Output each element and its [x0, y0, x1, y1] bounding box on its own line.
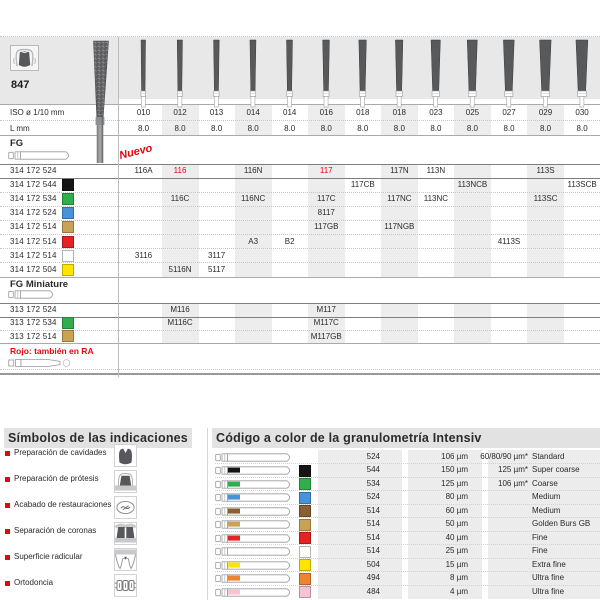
iso-value: 014	[246, 108, 260, 117]
granulometry-row	[0, 463, 600, 476]
grain-code: 514	[366, 546, 380, 556]
grain-size: 25 µm	[445, 546, 468, 556]
granulometry-row-separator	[215, 463, 600, 464]
rule	[0, 373, 600, 375]
granulometry-row-separator	[215, 544, 600, 545]
bur-icon	[287, 40, 293, 91]
grain-code: 544	[366, 465, 380, 475]
grain-alt-size: 125 µm*	[498, 465, 528, 475]
lmm-value: 8.0	[430, 124, 442, 133]
indication-label: Separación de coronas	[14, 526, 97, 535]
figure-number: 847	[11, 79, 30, 91]
grain-size: 15 µm	[445, 559, 468, 569]
lmm-value: 8.0	[466, 124, 478, 133]
symbols-section-title: Símbolos de las indicaciones	[8, 431, 188, 445]
rule	[0, 220, 600, 221]
iso-value: 018	[356, 108, 370, 117]
product-code-cell: 117GB	[314, 222, 339, 232]
color-chip	[62, 317, 74, 329]
rule	[0, 262, 600, 263]
iso-value: 030	[575, 108, 589, 117]
grain-bur-icon	[215, 452, 293, 463]
grain-code: 514	[366, 505, 380, 515]
grain-size: 106 µm	[441, 452, 468, 461]
iso-value: 014	[283, 108, 297, 117]
granulometry-section-title: Código a color de la granulometría Intensiv	[216, 431, 482, 445]
product-code-cell: 113NCB	[457, 180, 488, 190]
large-bur-image	[94, 41, 109, 163]
grain-name: Fine	[532, 546, 548, 556]
ra-note: Rojo: también en RA	[10, 346, 94, 356]
grain-code: 494	[366, 573, 380, 583]
rule	[0, 206, 600, 207]
granulometry-row	[0, 531, 600, 544]
grain-size: 40 µm	[445, 532, 468, 542]
product-code-cell: 116	[173, 166, 187, 175]
grain-code: 514	[366, 532, 380, 542]
color-chip	[62, 193, 74, 205]
product-code-cell: 3117	[207, 250, 226, 260]
product-code-cell: 116N	[243, 166, 263, 175]
bur-icon	[431, 40, 440, 91]
order-code: 314 172 524	[10, 166, 57, 175]
color-chip	[62, 250, 74, 262]
grain-bur-icon	[215, 479, 293, 490]
bur-shapes-image	[0, 0, 600, 170]
rule	[0, 303, 600, 304]
product-code-cell: 117NGB	[384, 222, 415, 232]
lmm-value: 8.0	[174, 124, 186, 133]
grain-color-chip	[299, 573, 311, 585]
product-code-cell: M116C	[167, 318, 193, 328]
iso-value: 012	[173, 108, 187, 117]
fg-section-label: FG	[10, 138, 24, 149]
product-code-cell: 113N	[426, 166, 446, 175]
grain-size: 60 µm	[445, 505, 468, 515]
product-code-cell: 117NC	[387, 194, 412, 204]
grain-bur-icon	[215, 560, 293, 571]
granulometry-row-separator	[215, 490, 600, 491]
indication-label: Superficie radicular	[14, 552, 83, 561]
color-chip	[62, 221, 74, 233]
product-code-cell: 117C	[316, 194, 336, 204]
column-band	[381, 303, 418, 344]
grain-name: Standard	[532, 452, 565, 461]
product-code-cell: M117GB	[310, 331, 342, 341]
granulometry-row-separator	[215, 558, 600, 559]
grain-color-chip	[299, 559, 311, 571]
rule	[0, 330, 600, 331]
order-code: 313 172 524	[10, 305, 57, 314]
grain-alt-size: 60/80/90 µm*	[480, 452, 528, 461]
bur-icon	[540, 40, 552, 91]
grain-size: 4 µm	[450, 586, 468, 596]
product-code-cell: 3116	[134, 250, 153, 260]
granulometry-row	[0, 558, 600, 571]
granulometry-row	[0, 571, 600, 584]
lmm-value: 8.0	[576, 124, 588, 133]
order-code: 314 172 534	[10, 194, 57, 204]
lmm-value: 8.0	[393, 124, 405, 133]
product-code-cell: 117N	[390, 166, 409, 175]
grain-color-chip	[299, 546, 311, 558]
product-code-cell: 116NC	[240, 194, 266, 204]
mini-bur-icon	[8, 289, 56, 300]
column-band	[235, 303, 272, 344]
granulometry-section-titlebar	[212, 428, 600, 448]
bur-icon	[503, 40, 514, 91]
grain-name: Extra fine	[532, 559, 566, 569]
grain-name: Medium	[532, 492, 561, 502]
bur-icon	[395, 40, 402, 91]
lmm-row-label: L mm	[10, 124, 30, 133]
iso-value: 016	[319, 108, 333, 117]
grain-size: 125 µm	[441, 478, 468, 488]
grain-size: 8 µm	[450, 573, 468, 583]
grain-bur-icon	[215, 587, 293, 598]
rule	[0, 317, 600, 318]
lmm-value: 8.0	[211, 124, 223, 133]
iso-value: 025	[465, 108, 480, 117]
grain-bur-icon	[215, 519, 293, 530]
product-code-cell: 113NC	[423, 194, 449, 204]
grain-size: 150 µm	[441, 465, 468, 475]
granulometry-row	[0, 450, 600, 463]
color-chip	[62, 330, 74, 342]
grain-bur-icon	[215, 546, 293, 557]
product-code-cell: 113S	[536, 166, 555, 175]
order-code: 313 172 514	[10, 331, 57, 341]
rule	[0, 192, 600, 193]
product-code-cell: M116	[170, 305, 190, 314]
product-code-cell: 117CB	[350, 180, 375, 190]
order-code: 313 172 534	[10, 318, 57, 328]
grain-alt-size: 106 µm*	[498, 478, 528, 488]
grain-bur-icon	[215, 506, 293, 517]
granulometry-row-separator	[215, 531, 600, 532]
order-code: 314 172 514	[10, 236, 57, 246]
grain-name: Medium	[532, 505, 561, 515]
order-code: 314 172 544	[10, 180, 57, 190]
color-chip	[62, 264, 74, 276]
granulometry-row-separator	[215, 504, 600, 505]
lmm-value: 8.0	[539, 124, 552, 133]
product-code-cell: B2	[284, 236, 295, 246]
rule	[0, 369, 600, 370]
grain-color-chip	[299, 519, 311, 531]
bur-icon	[141, 40, 146, 91]
granulometry-row	[0, 477, 600, 490]
indication-label: Preparación de prótesis	[14, 474, 99, 483]
product-code-cell: A3	[248, 236, 259, 246]
grain-code: 524	[366, 452, 380, 461]
product-code-cell: M117	[316, 305, 336, 314]
bur-icon	[359, 40, 366, 91]
lmm-value: 8.0	[503, 124, 515, 133]
grain-size: 80 µm	[445, 492, 468, 502]
bur-icon	[576, 40, 588, 91]
grain-bur-icon	[215, 492, 293, 503]
ra-bur-icon	[8, 357, 78, 369]
grain-name: Ultra fine	[532, 586, 565, 596]
bur-icon	[467, 40, 477, 91]
column-band	[454, 303, 491, 344]
granulometry-row	[0, 517, 600, 530]
granulometry-row	[0, 544, 600, 557]
indication-label: Preparación de cavidades	[14, 448, 107, 457]
product-code-cell: 4113S	[497, 236, 521, 246]
product-code-cell: 8117	[317, 208, 335, 218]
iso-row-label: ISO ø 1/10 mm	[10, 108, 65, 117]
bottom-sections	[0, 420, 600, 600]
grain-code: 504	[366, 559, 380, 569]
grain-color-chip	[299, 492, 311, 504]
grain-color-chip	[299, 478, 311, 490]
fg-miniature-label: FG Miniature	[10, 279, 69, 290]
iso-value: 027	[502, 108, 516, 117]
grain-code: 484	[366, 586, 380, 596]
granulometry-row-separator	[215, 517, 600, 518]
grain-color-chip	[299, 505, 311, 517]
order-code: 314 172 524	[10, 208, 57, 218]
granulometry-row-separator	[215, 477, 600, 478]
grain-bur-icon	[215, 573, 293, 584]
product-code-cell: 116A	[134, 166, 153, 175]
grain-name: Coarse	[532, 478, 558, 488]
bur-icon	[214, 40, 220, 91]
rule	[0, 178, 600, 179]
indication-label: Acabado de restauraciones	[14, 500, 112, 509]
granulometry-row	[0, 490, 600, 503]
granulometry-row-separator	[215, 585, 600, 586]
grain-color-chip	[299, 465, 311, 477]
product-code-cell: 5117	[207, 264, 226, 274]
grain-code: 534	[366, 478, 380, 488]
color-chip	[62, 179, 74, 191]
grain-size: 50 µm	[445, 519, 468, 529]
granulometry-row-separator	[215, 571, 600, 572]
fg-bur-icon	[8, 150, 72, 161]
rule	[0, 277, 600, 278]
lmm-value: 8.0	[137, 124, 150, 133]
order-code: 314 172 514	[10, 250, 57, 260]
product-code-cell: 113SC	[533, 194, 558, 204]
lmm-value: 8.0	[284, 124, 296, 133]
nuevo-badge: Nuevo	[118, 142, 154, 162]
bur-icon	[323, 40, 330, 91]
color-chip	[62, 236, 74, 248]
iso-value: 023	[429, 108, 443, 117]
lmm-value: 8.0	[247, 124, 259, 133]
granulometry-row	[0, 504, 600, 517]
grain-color-chip	[299, 532, 311, 544]
product-code-cell: 113SCB	[567, 180, 597, 190]
grain-name: Fine	[532, 532, 548, 542]
grain-bur-icon	[215, 465, 293, 476]
iso-value: 013	[209, 108, 224, 117]
grain-name: Ultra fine	[532, 573, 565, 583]
iso-value: 010	[136, 108, 151, 117]
grain-code: 514	[366, 519, 380, 529]
grain-name: Super coarse	[532, 465, 580, 475]
product-code-cell: 116C	[170, 194, 190, 204]
product-code-cell: M117C	[313, 318, 339, 328]
order-code: 314 172 504	[10, 264, 57, 274]
product-code-cell: 5116N	[168, 264, 192, 274]
color-chip	[62, 207, 74, 219]
granulometry-row	[0, 585, 600, 598]
lmm-value: 8.0	[320, 124, 332, 133]
order-code: 314 172 514	[10, 222, 57, 232]
iso-value: 018	[392, 108, 407, 117]
bur-icon	[177, 40, 182, 91]
product-code-cell: 117	[319, 166, 333, 175]
grain-bur-icon	[215, 533, 293, 544]
iso-value: 029	[538, 108, 553, 117]
rule	[0, 343, 600, 344]
grain-code: 524	[366, 492, 380, 502]
grain-name: Golden Burs GB	[532, 519, 591, 529]
bur-icon	[250, 40, 256, 91]
column-band	[527, 303, 564, 344]
grain-color-chip	[299, 586, 311, 598]
lmm-value: 8.0	[357, 124, 369, 133]
indication-label: Ortodoncia	[14, 578, 54, 587]
